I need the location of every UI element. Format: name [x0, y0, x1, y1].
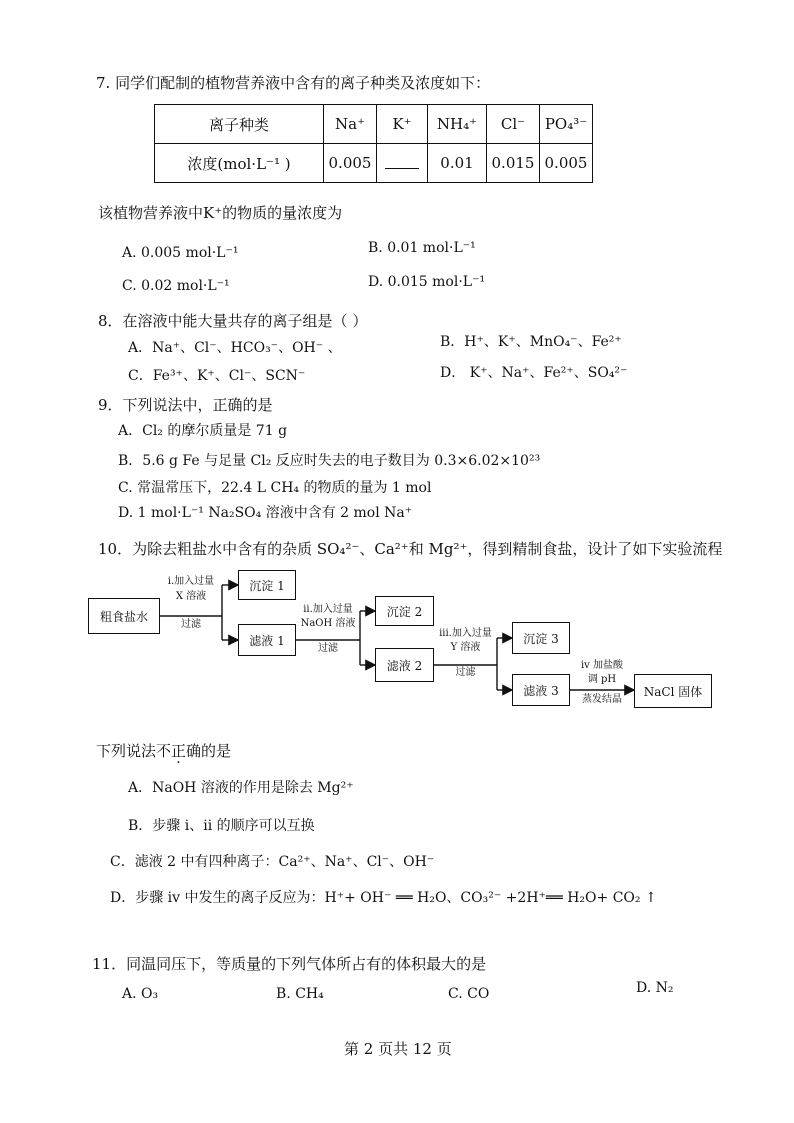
q11-option-d[interactable]: D. N₂ [636, 980, 674, 996]
flow-step3-bottom: 过滤 [455, 667, 476, 678]
conc-cell: 0.005 [324, 144, 377, 183]
flow-step1-mid: X 溶液 [175, 591, 207, 602]
flow-step2-mid: NaOH 溶液 [300, 618, 356, 629]
table-header-label: 离子种类 [155, 105, 324, 144]
q11-option-c[interactable]: C. CO [448, 986, 490, 1002]
q10-option-c[interactable]: C．滤液 2 中有四种离子：Ca²⁺、Na⁺、Cl⁻、OH⁻ [110, 854, 435, 870]
flow-precip2-box: 沉淀 2 [375, 596, 434, 626]
q8-stem: 8．在溶液中能大量共存的离子组是（ ） [98, 312, 368, 330]
q9-option-b[interactable]: B．5.6 g Fe 与足量 Cl₂ 反应时失去的电子数目为 0.3×6.02×10²³ [118, 453, 541, 469]
flow-step3-mid: Y 溶液 [450, 642, 481, 653]
q9-option-c[interactable]: C. 常温常压下，22.4 L CH₄ 的物质的量为 1 mol [118, 480, 432, 496]
flow-step2-bottom: 过滤 [318, 643, 338, 654]
q10-question-post: 的是 [201, 742, 232, 760]
q7-option-d[interactable]: D. 0.015 mol·L⁻¹ [368, 274, 486, 290]
ion-cell: K⁺ [377, 105, 428, 144]
q7-option-c[interactable]: C. 0.02 mol·L⁻¹ [122, 278, 230, 294]
q10-option-b[interactable]: B．步骤 i、ii 的顺序可以互换 [128, 818, 315, 834]
flow-filtrate1-box: 滤液 1 [238, 624, 296, 656]
q8-option-d[interactable]: D． K⁺、Na⁺、Fe²⁺、SO₄²⁻ [440, 365, 628, 381]
flow-filtrate3-box: 滤液 3 [512, 674, 570, 706]
q10-question [96, 742, 231, 760]
q7-option-a[interactable]: A. 0.005 mol·L⁻¹ [122, 245, 239, 261]
ion-cell: Cl⁻ [487, 105, 540, 144]
flow-step1-bottom: 过滤 [181, 619, 201, 630]
q10-option-d[interactable]: D．步骤 iv 中发生的离子反应为：H⁺+ OH⁻ ══ H₂O、CO₃²⁻ +2H⁺══ H₂O+ CO₂ ↑ [110, 890, 657, 906]
flow-filtrate2-box: 滤液 2 [375, 648, 434, 682]
table-row-label: 浓度(mol·L⁻¹ ) [155, 144, 324, 183]
flow-precip1-box: 沉淀 1 [238, 570, 296, 600]
ion-cell: PO₄³⁻ [540, 105, 593, 144]
q9-option-d[interactable]: D. 1 mol·L⁻¹ Na₂SO₄ 溶液中含有 2 mol Na⁺ [118, 505, 413, 521]
q9-stem: 9．下列说法中，正确的是 [98, 396, 273, 414]
flow-step3-top: iii.加入过量 [439, 628, 492, 639]
q7-option-b[interactable]: B. 0.01 mol·L⁻¹ [368, 240, 476, 256]
q7-question: 该植物营养液中K⁺的物质的量浓度为 [98, 204, 343, 222]
flow-step2-top: ii.加入过量 [303, 604, 353, 615]
q10-question-emph: 不正确 [156, 742, 202, 760]
conc-cell: 0.01 [428, 144, 487, 183]
page-footer: 第 2 页共 12 页 [344, 1040, 452, 1058]
q11-option-a[interactable]: A. O₃ [122, 986, 159, 1002]
flow-start-box: 粗食盐水 [88, 598, 160, 634]
flow-step4-mid: 调 pH [587, 674, 617, 685]
q10-question-pre: 下列说法 [96, 742, 157, 760]
ion-cell: Na⁺ [324, 105, 377, 144]
q11-option-b[interactable]: B. CH₄ [276, 986, 324, 1002]
q10-stem: 10．为除去粗盐水中含有的杂质 SO₄²⁻、Ca²⁺和 Mg²⁺，得到精制食盐，设计了如下实验流程 [98, 540, 723, 558]
q11-stem: 11．同温同压下，等质量的下列气体所占有的体积最大的是 [92, 955, 487, 973]
q10-option-a[interactable]: A．NaOH 溶液的作用是除去 Mg²⁺ [128, 780, 354, 796]
flow-step1-top: i.加入过量 [167, 576, 215, 587]
q8-option-c[interactable]: C．Fe³⁺、K⁺、Cl⁻、SCN⁻ [128, 368, 306, 384]
q7-stem: 7. 同学们配制的植物营养液中含有的离子种类及浓度如下： [96, 74, 491, 92]
flow-step4-top: iv 加盐酸 [580, 660, 624, 671]
conc-cell: 0.005 [540, 144, 593, 183]
flow-precip3-box: 沉淀 3 [512, 622, 570, 654]
q8-option-b[interactable]: B．H⁺、K⁺、MnO₄⁻、Fe²⁺ [440, 334, 622, 350]
flow-step4-bottom: 蒸发结晶 [582, 694, 622, 705]
conc-cell: 0.015 [487, 144, 540, 183]
q9-option-a[interactable]: A．Cl₂ 的摩尔质量是 71 g [118, 423, 288, 439]
flow-product-box: NaCl 固体 [634, 674, 712, 708]
ion-cell: NH₄⁺ [428, 105, 487, 144]
q8-option-a[interactable]: A．Na⁺、Cl⁻、HCO₃⁻、OH⁻ 、 [128, 340, 342, 356]
